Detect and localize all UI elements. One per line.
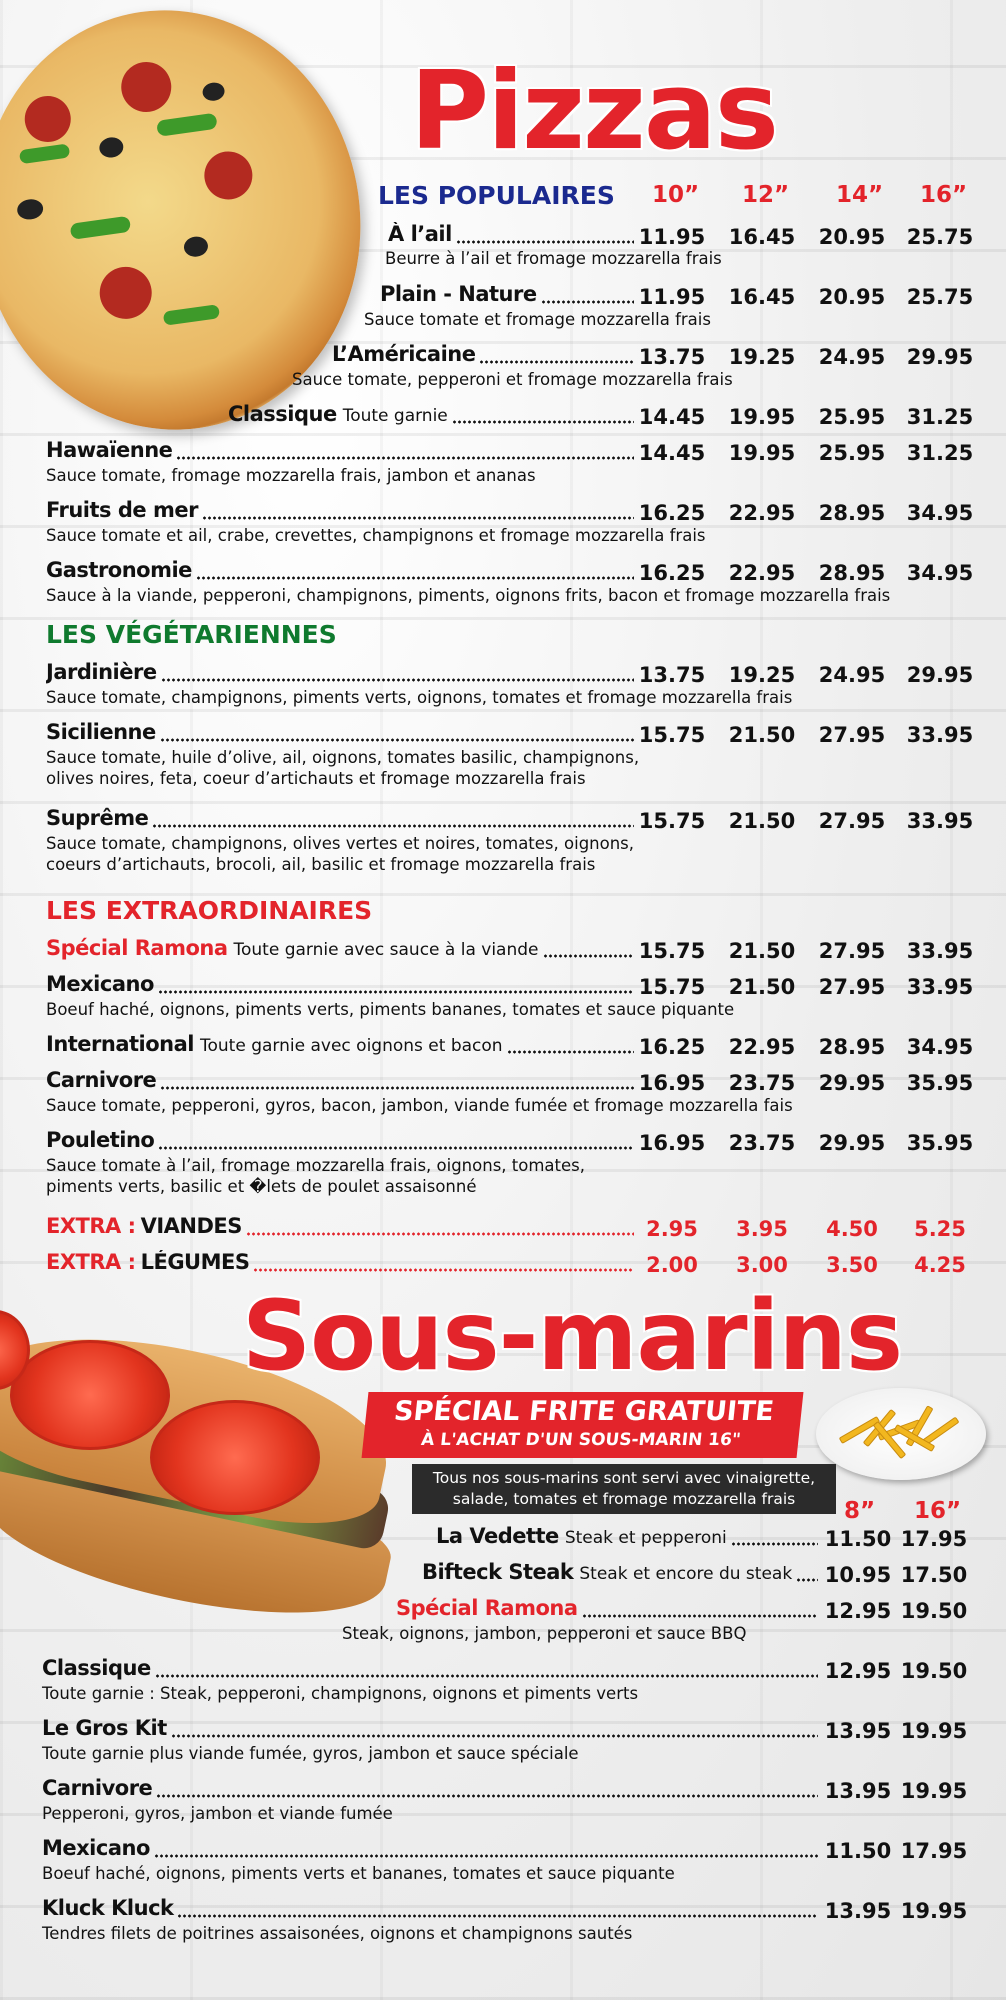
item-description: Sauce tomate, huile d’olive, ail, oignons, tomates basilic, champignons,	[46, 748, 640, 767]
item-price: 17.50	[900, 1563, 968, 1587]
item-price: 28.95	[818, 561, 886, 585]
extra-price: 3.00	[736, 1253, 788, 1277]
item-price: 33.95	[906, 723, 974, 747]
item-price: 28.95	[818, 1035, 886, 1059]
info-line-2: salade, tomates et fromage mozzarella frais	[452, 1490, 796, 1508]
info-line-1: Tous nos sous-marins sont servi avec vinaigrette,	[432, 1469, 816, 1487]
item-name: À l’ail	[388, 222, 452, 246]
item-description: Sauce tomate à l’ail, fromage mozzarella frais, oignons, tomates,	[46, 1156, 585, 1175]
extra-price: 3.95	[736, 1217, 788, 1241]
item-description: Sauce tomate, champignons, olives vertes et noires, tomates, oignons,	[46, 834, 635, 853]
item-price: 13.75	[638, 345, 706, 369]
item-price: 15.75	[638, 975, 706, 999]
dot-leader	[456, 240, 634, 244]
sous-marins-title: Sous-marins	[242, 1280, 902, 1392]
item-price: 11.50	[824, 1839, 892, 1863]
dot-leader	[158, 1146, 634, 1150]
item-description: Sauce tomate, pepperoni, gyros, bacon, jambon, viande fumée et fromage mozzarella fais	[46, 1096, 793, 1115]
item-price: 14.45	[638, 405, 706, 429]
item-name: Bifteck Steak	[422, 1560, 574, 1584]
item-price: 19.25	[728, 663, 796, 687]
item-price: 21.50	[728, 723, 796, 747]
menu-item-row	[42, 1776, 822, 1804]
item-name: Spécial Ramona	[396, 1596, 578, 1620]
dot-leader	[160, 738, 634, 742]
extra-row	[46, 1250, 638, 1278]
dot-leader	[196, 576, 634, 580]
menu-item-row	[46, 720, 638, 748]
sub-size-header-8: 8”	[844, 1498, 876, 1524]
dot-leader	[246, 1232, 634, 1236]
item-description: piments verts, basilic et �lets de poulet assaisonné	[46, 1177, 477, 1196]
dot-leader	[452, 420, 634, 424]
item-price: 25.95	[818, 405, 886, 429]
item-description: olives noires, feta, coeur d’artichauts et fromage mozzarella frais	[46, 769, 586, 788]
item-price: 13.95	[824, 1899, 892, 1923]
item-description: Pepperoni, gyros, jambon et viande fumée	[42, 1804, 393, 1823]
item-price: 19.95	[900, 1779, 968, 1803]
item-price: 33.95	[906, 975, 974, 999]
item-description: Sauce tomate, champignons, piments verts, oignons, tomates et fromage mozzarella frais	[46, 688, 793, 707]
item-name: Fruits de mer	[46, 498, 198, 522]
menu-item-row	[46, 1068, 638, 1096]
item-price: 19.50	[900, 1599, 968, 1623]
item-price: 24.95	[818, 663, 886, 687]
menu-item-row	[42, 1656, 822, 1684]
item-price: 34.95	[906, 501, 974, 525]
item-price: 28.95	[818, 501, 886, 525]
item-price: 13.95	[824, 1779, 892, 1803]
menu-item-row	[332, 342, 638, 370]
item-note: Steak et pepperoni	[564, 1528, 727, 1548]
item-price: 16.95	[638, 1131, 706, 1155]
item-description: Sauce tomate, pepperoni et fromage mozzarella frais	[292, 370, 733, 389]
menu-item-row	[46, 1032, 638, 1060]
item-name: Sicilienne	[46, 720, 156, 744]
sub-size-header-16: 16”	[914, 1498, 962, 1524]
item-description: coeurs d’artichauts, brocoli, ail, basilic et fromage mozzarella frais	[46, 855, 596, 874]
item-price: 16.45	[728, 285, 796, 309]
item-price: 25.75	[906, 225, 974, 249]
item-name: Plain - Nature	[380, 282, 537, 306]
item-price: 13.95	[824, 1719, 892, 1743]
item-price: 19.95	[900, 1899, 968, 1923]
item-price: 16.95	[638, 1071, 706, 1095]
item-description: Steak, oignons, jambon, pepperoni et sauce BBQ	[342, 1624, 747, 1643]
section-vegetariennes: LES VÉGÉTARIENNES	[46, 620, 337, 649]
extra-price: 4.25	[914, 1253, 966, 1277]
item-price: 14.45	[638, 441, 706, 465]
item-price: 23.75	[728, 1131, 796, 1155]
dot-leader	[507, 1050, 634, 1054]
menu-item-row	[422, 1560, 822, 1588]
item-description: Beurre à l’ail et fromage mozzarella frais	[385, 249, 722, 268]
dot-leader	[543, 954, 635, 958]
item-price: 11.50	[824, 1527, 892, 1551]
dot-leader	[161, 678, 634, 682]
item-price: 16.25	[638, 1035, 706, 1059]
item-price: 22.95	[728, 1035, 796, 1059]
item-name: Kluck Kluck	[42, 1896, 174, 1920]
item-price: 16.25	[638, 561, 706, 585]
size-header-12: 12”	[742, 182, 790, 208]
size-header-10: 10”	[652, 182, 700, 208]
item-price: 11.95	[638, 285, 706, 309]
item-description: Toute garnie : Steak, pepperoni, champignons, oignons et piments verts	[42, 1684, 639, 1703]
item-name: Spécial Ramona	[46, 936, 228, 960]
item-price: 19.95	[900, 1719, 968, 1743]
extra-price: 4.50	[826, 1217, 878, 1241]
item-price: 27.95	[818, 975, 886, 999]
item-price: 22.95	[728, 561, 796, 585]
item-price: 33.95	[906, 939, 974, 963]
item-price: 17.95	[900, 1839, 968, 1863]
item-description: Sauce à la viande, pepperoni, champignons, piments, oignons frits, bacon et fromage mozzarella frais	[46, 586, 891, 605]
item-price: 29.95	[818, 1131, 886, 1155]
extra-price: 2.00	[646, 1253, 698, 1277]
item-name: Le Gros Kit	[42, 1716, 167, 1740]
item-name: International	[46, 1032, 195, 1056]
extra-prefix: EXTRA :	[46, 1250, 136, 1274]
menu-item-row	[46, 498, 638, 526]
banner-line-2: À L'ACHAT D'UN SOUS-MARIN 16"	[420, 1430, 742, 1450]
item-price: 16.45	[728, 225, 796, 249]
dot-leader	[731, 1542, 818, 1546]
dot-leader	[253, 1268, 634, 1272]
dot-leader	[177, 1914, 818, 1918]
item-price: 29.95	[906, 663, 974, 687]
menu-item-row	[46, 558, 638, 586]
item-name: Mexicano	[46, 972, 154, 996]
item-name: Gastronomie	[46, 558, 192, 582]
item-price: 17.95	[900, 1527, 968, 1551]
extra-price: 5.25	[914, 1217, 966, 1241]
menu-item-row	[436, 1524, 822, 1552]
dot-leader	[541, 300, 634, 304]
item-price: 27.95	[818, 723, 886, 747]
item-price: 19.25	[728, 345, 796, 369]
item-price: 29.95	[818, 1071, 886, 1095]
banner-line-1: SPÉCIAL FRITE GRATUITE	[392, 1396, 776, 1427]
item-price: 12.95	[824, 1659, 892, 1683]
fries-plate-photo	[816, 1388, 986, 1480]
item-description: Boeuf haché, oignons, piments verts, piments bananes, tomates et sauce piquante	[46, 1000, 735, 1019]
item-price: 16.25	[638, 501, 706, 525]
item-price: 19.95	[728, 405, 796, 429]
extra-price: 2.95	[646, 1217, 698, 1241]
item-price: 15.75	[638, 939, 706, 963]
item-price: 21.50	[728, 975, 796, 999]
item-price: 34.95	[906, 1035, 974, 1059]
item-price: 35.95	[906, 1131, 974, 1155]
item-price: 20.95	[818, 285, 886, 309]
item-description: Tendres filets de poitrines assaisonées, oignons et champignons sautés	[42, 1924, 633, 1943]
item-price: 31.25	[906, 405, 974, 429]
menu-item-row	[46, 806, 638, 834]
dot-leader	[152, 824, 634, 828]
dot-leader	[479, 360, 634, 364]
item-description: Sauce tomate, fromage mozzarella frais, jambon et ananas	[46, 466, 536, 485]
dot-leader	[156, 1794, 818, 1798]
pizzas-title: Pizzas	[410, 49, 778, 174]
sub-info-box	[412, 1464, 836, 1514]
item-name: Hawaïenne	[46, 438, 173, 462]
extra-row	[46, 1214, 638, 1242]
item-price: 34.95	[906, 561, 974, 585]
item-name: Classique	[42, 1656, 151, 1680]
menu-item-row	[228, 402, 638, 430]
menu-item-row	[46, 660, 638, 688]
item-note: Steak et encore du steak	[579, 1564, 793, 1584]
item-note: Toute garnie	[342, 406, 448, 426]
item-price: 13.75	[638, 663, 706, 687]
item-name: L’Américaine	[332, 342, 476, 366]
extra-price: 3.50	[826, 1253, 878, 1277]
item-price: 11.95	[638, 225, 706, 249]
menu-item-row	[42, 1836, 822, 1864]
menu-item-row	[46, 936, 638, 964]
item-note: Toute garnie avec sauce à la viande	[233, 940, 539, 960]
item-name: Classique	[228, 402, 337, 426]
item-price: 12.95	[824, 1599, 892, 1623]
item-price: 24.95	[818, 345, 886, 369]
item-price: 25.75	[906, 285, 974, 309]
item-name: Suprême	[46, 806, 149, 830]
free-fries-banner	[362, 1392, 804, 1458]
dot-leader	[176, 456, 634, 460]
dot-leader	[155, 1674, 818, 1678]
item-price: 35.95	[906, 1071, 974, 1095]
extra-name: VIANDES	[140, 1214, 242, 1238]
dot-leader	[582, 1614, 819, 1618]
item-price: 27.95	[818, 809, 886, 833]
dot-leader	[202, 516, 634, 520]
item-price: 33.95	[906, 809, 974, 833]
extra-prefix: EXTRA :	[46, 1214, 136, 1238]
item-price: 23.75	[728, 1071, 796, 1095]
dot-leader	[171, 1734, 818, 1738]
dot-leader	[154, 1854, 818, 1858]
item-name: Carnivore	[42, 1776, 153, 1800]
item-price: 10.95	[824, 1563, 892, 1587]
item-name: La Vedette	[436, 1524, 559, 1548]
item-price: 31.25	[906, 441, 974, 465]
item-name: Mexicano	[42, 1836, 150, 1860]
menu-item-row	[46, 1128, 638, 1156]
item-name: Pouletino	[46, 1128, 155, 1152]
extra-name: LÉGUMES	[140, 1250, 250, 1274]
menu-item-row	[380, 282, 638, 310]
item-price: 22.95	[728, 501, 796, 525]
item-price: 27.95	[818, 939, 886, 963]
item-price: 21.50	[728, 939, 796, 963]
item-price: 19.95	[728, 441, 796, 465]
menu-item-row	[46, 438, 638, 466]
dot-leader	[796, 1578, 818, 1582]
section-populaires: LES POPULAIRES	[378, 181, 615, 210]
item-note: Toute garnie avec oignons et bacon	[200, 1036, 503, 1056]
section-extraordinaires: LES EXTRAORDINAIRES	[46, 896, 373, 925]
menu-item-row	[388, 222, 638, 250]
menu-item-row	[42, 1716, 822, 1744]
dot-leader	[160, 1086, 634, 1090]
item-description: Boeuf haché, oignons, piments verts et bananes, tomates et sauce piquante	[42, 1864, 675, 1883]
item-price: 29.95	[906, 345, 974, 369]
item-price: 20.95	[818, 225, 886, 249]
size-header-14: 14”	[836, 182, 884, 208]
size-header-16: 16”	[920, 182, 968, 208]
menu-item-row	[396, 1596, 822, 1624]
item-name: Jardinière	[46, 660, 157, 684]
item-description: Toute garnie plus viande fumée, gyros, jambon et sauce spéciale	[42, 1744, 579, 1763]
item-price: 21.50	[728, 809, 796, 833]
menu-item-row	[46, 972, 638, 1000]
menu-item-row	[42, 1896, 822, 1924]
item-price: 19.50	[900, 1659, 968, 1683]
item-description: Sauce tomate et fromage mozzarella frais	[364, 310, 711, 329]
item-description: Sauce tomate et ail, crabe, crevettes, champignons et fromage mozzarella frais	[46, 526, 706, 545]
item-price: 25.95	[818, 441, 886, 465]
item-price: 15.75	[638, 723, 706, 747]
item-price: 15.75	[638, 809, 706, 833]
item-name: Carnivore	[46, 1068, 157, 1092]
dot-leader	[158, 990, 634, 994]
